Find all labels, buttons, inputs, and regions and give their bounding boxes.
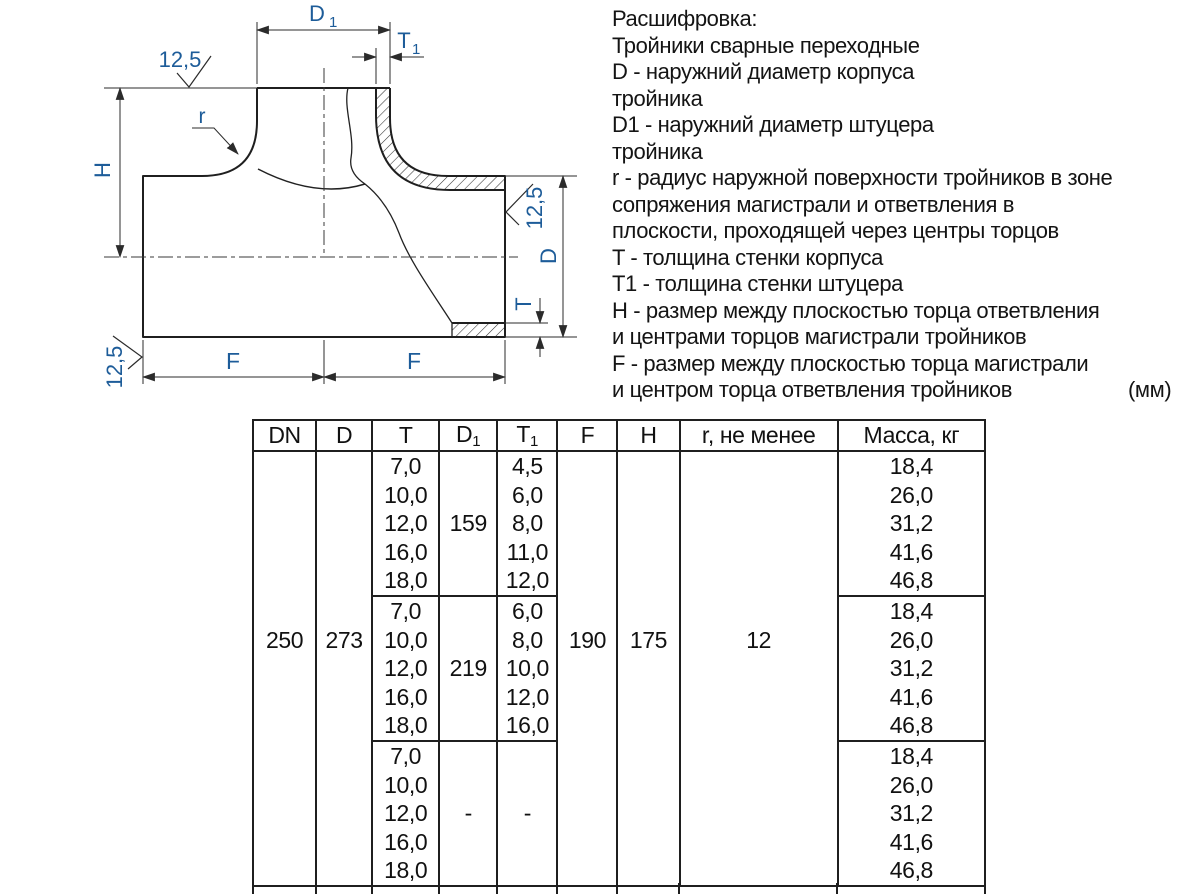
- legend-line: плоскости, проходящей через центры торцов: [612, 218, 1059, 243]
- section-hatch: [376, 88, 505, 337]
- label-d1: D: [309, 1, 325, 26]
- label-roughness-right: 12,5: [522, 186, 547, 230]
- cell-mass-group3: 18,4 26,0 31,2 41,6 46,8: [838, 741, 985, 886]
- label-d1-sub: 1: [329, 14, 338, 31]
- cell-mass-group2: 18,4 26,0 31,2 41,6 46,8: [838, 596, 985, 741]
- cell-h: 175: [617, 451, 679, 886]
- header-r-min: r, не менее: [680, 420, 838, 451]
- header-d: D: [316, 420, 372, 451]
- saddle-curve: [258, 169, 365, 189]
- legend-line: тройника: [612, 138, 703, 164]
- label-d: D: [536, 248, 561, 264]
- header-t1: $T_1$: [497, 420, 557, 451]
- legend: [612, 6, 1200, 404]
- header-mass: Масса, кг: [838, 420, 985, 451]
- legend-line: F - размер между плоскостью торца магистрали: [612, 350, 1089, 376]
- label-t: T: [511, 297, 536, 311]
- table-group-row: [253, 451, 985, 596]
- cell-d1-group1: 159: [439, 451, 497, 596]
- cell-t-group2: 7,0 10,0 12,0 16,0 18,0: [372, 596, 439, 741]
- header-d1: $D_1$: [439, 420, 497, 451]
- legend-line: D - наружний диаметр корпуса: [612, 59, 915, 84]
- legend-line: H - размер между плоскостью торца ответвления: [612, 297, 1100, 323]
- unit-note: (мм): [1128, 377, 1172, 402]
- cell-d1-group2: 219: [439, 596, 497, 741]
- cell-t1-group3: -: [497, 741, 557, 886]
- cell-t1-group2: 6,0 8,0 10,0 12,0 16,0: [497, 596, 557, 741]
- header-t: T: [372, 420, 439, 451]
- r-leader: [192, 128, 238, 154]
- label-roughness-bottom-left: 12,5: [102, 345, 127, 389]
- legend-line: сопряжения магистрали и ответвления в: [612, 191, 1015, 217]
- legend-line-text: и центром торца ответвления тройников: [612, 377, 1013, 402]
- cell-t1-group1: 4,5 6,0 8,0 11,0 12,0: [497, 451, 557, 596]
- label-r: r: [198, 105, 206, 128]
- cell-r-min: 12: [680, 451, 838, 886]
- cell-f: 190: [557, 451, 617, 886]
- legend-title: Расшифровка:: [612, 6, 758, 31]
- label-h: H: [90, 162, 115, 178]
- extension-lines: [104, 22, 577, 384]
- centerlines: [104, 68, 518, 257]
- cell-d1-group3: -: [439, 741, 497, 886]
- cell-mass-group1: 18,4 26,0 31,2 41,6 46,8: [838, 451, 985, 596]
- tee-technical-drawing: [0, 0, 620, 415]
- label-roughness-top-left: 12,5: [158, 47, 202, 72]
- label-f-right: F: [406, 348, 422, 374]
- label-t1: T: [397, 28, 411, 53]
- table-header-row: [253, 420, 985, 451]
- cell-dn: 250: [253, 451, 316, 886]
- legend-line: Тройники сварные переходные: [612, 32, 920, 58]
- cell-d: 273: [316, 451, 372, 886]
- header-h: H: [617, 420, 679, 451]
- legend-line: T1 - толщина стенки штуцера: [612, 271, 904, 296]
- legend-line: D1 - наружний диаметр штуцера: [612, 112, 934, 137]
- cell-t-group3: 7,0 10,0 12,0 16,0 18,0: [372, 741, 439, 886]
- label-f-left: F: [225, 348, 241, 374]
- legend-line-last: [612, 377, 1200, 404]
- legend-line: T - толщина стенки корпуса: [612, 244, 883, 270]
- break-line: [258, 88, 452, 337]
- legend-line: тройника: [612, 85, 703, 111]
- label-t1-sub: 1: [412, 41, 421, 58]
- cell-t-group1: 7,0 10,0 12,0 16,0 18,0: [372, 451, 439, 596]
- header-dn: DN: [253, 420, 316, 451]
- legend-line: и центрами торцов магистрали тройников: [612, 324, 1027, 349]
- dimension-table: [252, 419, 986, 887]
- header-f: F: [557, 420, 617, 451]
- legend-line: r - радиус наружной поверхности тройников в зоне: [612, 165, 1113, 190]
